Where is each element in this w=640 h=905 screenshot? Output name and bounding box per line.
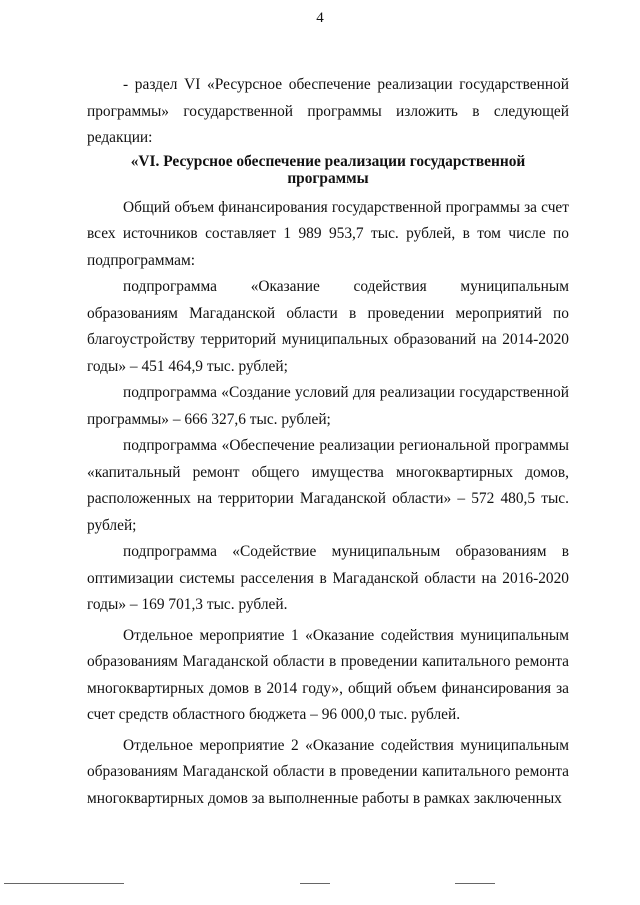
paragraph-subprogram-1: подпрограмма «Оказание содействия муниципальным образованиям Магаданской области в проведении мероприятий по благоустройству территорий муниципальных образований на 2014-2020 годы» – 451 464,9 тыс. рублей; [87, 278, 569, 375]
footer-rule-middle [300, 883, 330, 884]
paragraph-subprogram-2: подпрограмма «Создание условий для реализации государственной программы» – 666 327,6 тыс. рублей; [87, 384, 569, 428]
paragraph-measure-2: Отдельное мероприятие 2 «Оказание содействия муниципальным образованиям Магаданской области в проведении капитального ремонта многоквартирных домов за выполненные работы в рамках заключенных [87, 736, 569, 807]
paragraph-total-funding: Общий объем финансирования государственной программы за счет всех источников составляет 1 989 953,7 тыс. рублей, в том числе по подпрограммам: [87, 198, 569, 269]
intro-paragraph: - раздел VI «Ресурсное обеспечение реализации государственной программы» государственной программы изложить в следующей редакции: [87, 76, 569, 146]
page-number: 4 [316, 10, 324, 26]
document-body [87, 72, 569, 812]
paragraph-subprogram-3: подпрограмма «Обеспечение реализации региональной программы «капитальный ремонт общего имущества многоквартирных домов, расположенных на территории Магаданской области» – 572 480,5 тыс. рублей; [87, 437, 569, 534]
footer-rule-left [4, 883, 124, 884]
paragraph-measure-1: Отдельное мероприятие 1 «Оказание содействия муниципальным образованиям Магаданской области в проведении капитального ремонта многоквартирных домов в 2014 году», общий объем финансирования за счет средств областного бюджета – 96 000,0 тыс. рублей. [87, 626, 569, 723]
paragraph-subprogram-4: подпрограмма «Содействие муниципальным образованиям в оптимизации системы расселения в Магаданской области на 2016-2020 годы» – 169 701,3 тыс. рублей. [87, 543, 569, 613]
footer-rule-right [455, 883, 495, 884]
section-heading: «VI. Ресурсное обеспечение реализации государственной программы [130, 152, 526, 187]
